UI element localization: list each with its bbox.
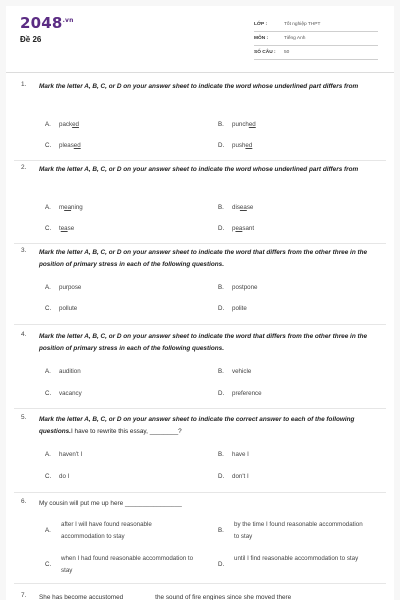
question-divider <box>14 243 386 244</box>
question-number: 4. <box>21 331 27 338</box>
meta-label: LỚP : <box>254 22 268 27</box>
exam-code: Đề 26 <box>20 35 42 44</box>
page-header <box>6 6 394 70</box>
exam-page: $2048^{.vn}$ Đề 26 LỚP : Tốt nghiệp THPT MÔN : Tiếng Anh SỐ CÂU : 50 1. Mark the letter A, B, C, or D on your answer sheet to indicate the word whose underlined part differs from A. packed B. punched C. pleased D. pushed 2. Mark the letter A, B, C, or D on your answer sheet to indicate the word whose underlined part differs from A. meaning B. disease C. tease D. peasant 3. Mark the letter A, B, C, or D on your answer sheet to indicate the word that differs from the other three in the position of primary stress in each of the following questions. A. purpose B. postpone C. pollute D. polite 4. Mark the letter A, B, C, or D on your answer sheet to indicate the word that differs from the other three in the position of primary stress in each of the following questions. A. audition B. vehicle C. vacancy D. preference 5. Mark the letter A, B, C, or D on your answer sheet to indicate the correct answer to each of the following questions.I have to rewrite this essay, ________? A. haven't I B. have I C. do I D. don't I 6. My cousin will put me up here ________________ A. after I will have found reasonable accommodation to stay B. by the time I found reasonable accommodation to stay C. when I had found reasonable accommodation to stay D. until I find reasonable accommodation to stay 7. She has become accustomed ________ the sound of fire engines since she moved there <box>6 6 394 600</box>
meta-class <box>254 18 378 32</box>
question-divider <box>14 324 386 325</box>
meta-subject <box>254 32 378 46</box>
question-text: Mark the letter A, B, C, or D on your answer sheet to indicate the word whose underlined part differs from <box>39 166 359 173</box>
question-text: Mark the letter A, B, C, or D on your answer sheet to indicate the word whose underlined part differs from <box>39 83 359 90</box>
question-text: My cousin will put me up here ________________ <box>39 500 182 507</box>
question-number: 1. <box>21 81 27 88</box>
question-divider <box>14 408 386 409</box>
question-divider <box>14 583 386 584</box>
question-divider <box>14 160 386 161</box>
meta-value: 50 <box>284 50 290 55</box>
header-divider <box>6 72 394 73</box>
meta-value: Tiếng Anh <box>284 36 306 41</box>
question-stem: I have to rewrite this essay, ________? <box>70 428 182 435</box>
site-logo[interactable]: $2048^{.vn}$ <box>20 14 74 32</box>
question-text: Mark the letter A, B, C, or D on your answer sheet to indicate the word that differs from the other three in the position of primary stress in each of the following questions. <box>39 333 368 352</box>
meta-label: SỐ CÂU : <box>254 50 276 55</box>
question-number: 3. <box>21 247 27 254</box>
question-text: She has become accustomed ________ the sound of fire engines since she moved there <box>39 594 292 600</box>
question-number: 6. <box>21 498 27 505</box>
meta-label: MÔN : <box>254 36 269 41</box>
meta-question-count <box>254 46 378 60</box>
question-text: Mark the letter A, B, C, or D on your answer sheet to indicate the correct answer to each of the following questions.I have to rewrite this essay, ________? <box>39 416 355 435</box>
question-text: Mark the letter A, B, C, or D on your answer sheet to indicate the word that differs from the other three in the position of primary stress in each of the following questions. <box>39 249 368 268</box>
meta-value: Tốt nghiệp THPT <box>284 22 321 27</box>
question-number: 5. <box>21 414 27 421</box>
question-number: 2. <box>21 164 27 171</box>
question-divider <box>14 492 386 493</box>
question-number: 7. <box>21 592 27 599</box>
